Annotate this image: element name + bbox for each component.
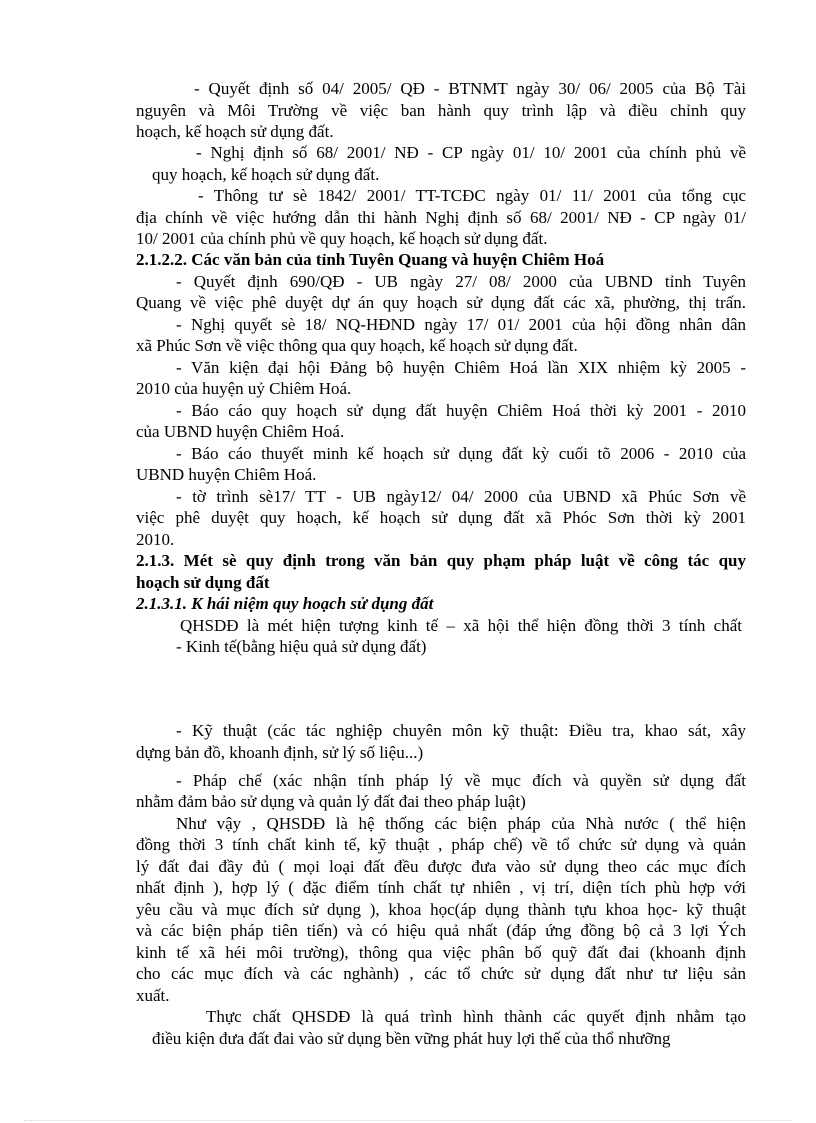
text-line: - tờ trình sè17/ TT - UB ngày12/ 04/ 2000 của UBND xã Phúc Sơn về [176,487,746,506]
section-heading: 2.1.2.2. Các văn bản của tỉnh Tuyên Quang và huyện Chiêm Hoá [136,250,605,269]
section-heading: hoạch sử dụng đất [136,573,270,592]
text-line: cho các mục đích và các nghành) , các tổ chức sử dụng đất như tư liệu sản [136,964,746,983]
text-line: xã Phúc Sơn về việc thông qua quy hoạch, kế hoạch sử dụng đất. [136,336,578,355]
text-line: - Kinh tế(bằng hiệu quả sử dụng đất) [176,637,427,656]
section-heading: 2.1.3. Mét sè quy định trong văn bản quy phạm pháp luật về công tác quy [136,551,746,570]
text-line: - Quyết định 690/QĐ - UB ngày 27/ 08/ 2000 của UBND tỉnh Tuyên [176,272,746,291]
text-line: - Kỹ thuật (các tác nghiệp chuyên môn kỹ thuật: Điều tra, khao sát, xây [176,721,746,740]
text-line: - Báo cáo quy hoạch sử dụng đất huyện Chiêm Hoá thời kỳ 2001 - 2010 [176,401,746,420]
text-line: và các biện pháp tiên tiến) và có hiệu quả nhất (đáp ứng đồng bộ cả 3 lợi Ých [136,921,746,940]
text-line: - Quyết định số 04/ 2005/ QĐ - BTNMT ngày 30/ 06/ 2005 của Bộ Tài [194,79,746,98]
text-line: - Báo cáo thuyết minh kế hoạch sử dụng đất kỳ cuối tõ 2006 - 2010 của [176,444,746,463]
subsection-heading: 2.1.3.1. K hái niệm quy hoạch sử dụng đất [136,594,434,613]
text-line: - Văn kiện đại hội Đảng bộ huyện Chiêm Hoá lần XIX nhiệm kỳ 2005 - [176,358,746,377]
text-line: kinh tế xã héi môi trường), thông qua việc phân bố quỹ đất đai (khoanh định [136,943,746,962]
text-line: - Thông tư sè 1842/ 2001/ TT-TCĐC ngày 01/ 11/ 2001 của tổng cục [198,186,746,205]
text-line: nguyên và Môi Trường về việc ban hành quy trình lập và điều chỉnh quy [136,101,746,120]
text-line: Như vậy , QHSDĐ là hệ thống các biện pháp của Nhà nước ( thể hiện [176,814,746,833]
text-line: điều kiện đưa đất đai vào sử dụng bền vững phát huy lợi thế của thổ nhưỡng [152,1029,671,1048]
text-line: hoạch, kế hoạch sử dụng đất. [136,122,334,141]
text-line: yêu cầu và mục đích sử dụng ), khoa học(áp dụng thành tựu khoa học- kỹ thuật [136,900,746,919]
text-line: 2010 của huyện uỷ Chiêm Hoá. [136,379,352,398]
text-line: - Pháp chế (xác nhận tính pháp lý về mục đích và quyền sử dụng đất [176,771,746,790]
text-line: lý đất đai đầy đủ ( mọi loại đất đều được đưa vào sử dụng theo các mục đích [136,857,746,876]
text-line: - Nghị định số 68/ 2001/ NĐ - CP ngày 01/ 10/ 2001 của chính phủ về [196,143,746,162]
text-line: đồng thời 3 tính chất kinh tế, kỹ thuật , pháp chế) về tổ chức sử dụng và quản [136,835,746,854]
text-line: Quang về việc phê duyệt dự án quy hoạch sử dụng đất các xã, phường, thị trấn. [136,293,746,312]
text-line: Thực chất QHSDĐ là quá trình hình thành các quyết định nhằm tạo [206,1007,746,1026]
page-bottom-border [24,1120,792,1121]
text-line: 10/ 2001 của chính phủ về quy hoạch, kế hoạch sử dụng đất. [136,229,548,248]
text-line: xuất. [136,986,170,1005]
text-line: của UBND huyện Chiêm Hoá. [136,422,345,441]
text-line: địa chính về việc hướng dẫn thi hành Nghị định số 68/ 2001/ NĐ - CP ngày 01/ [136,208,746,227]
text-line: quy hoạch, kế hoạch sử dụng đất. [152,165,380,184]
text-line: QHSDĐ là mét hiện tượng kinh tế – xã hội thể hiện đồng thời 3 tính chất [180,616,742,635]
text-line: 2010. [136,530,175,549]
text-line: UBND huyện Chiêm Hoá. [136,465,317,484]
text-line: nhằm đảm bảo sử dụng và quản lý đất đai theo pháp luật) [136,792,526,811]
text-line: việc phê duyệt quy hoạch, kế hoạch sử dụng đất xã Phóc Sơn thời kỳ 2001 [136,508,746,527]
text-line: nhất định ), hợp lý ( đặc điểm tính chất tự nhiên , vị trí, diện tích phù hợp với [136,878,746,897]
text-line: - Nghị quyết sè 18/ NQ-HĐND ngày 17/ 01/ 2001 của hội đồng nhân dân [176,315,746,334]
text-line: dựng bản đồ, khoanh định, sử lý số liệu...) [136,743,424,762]
